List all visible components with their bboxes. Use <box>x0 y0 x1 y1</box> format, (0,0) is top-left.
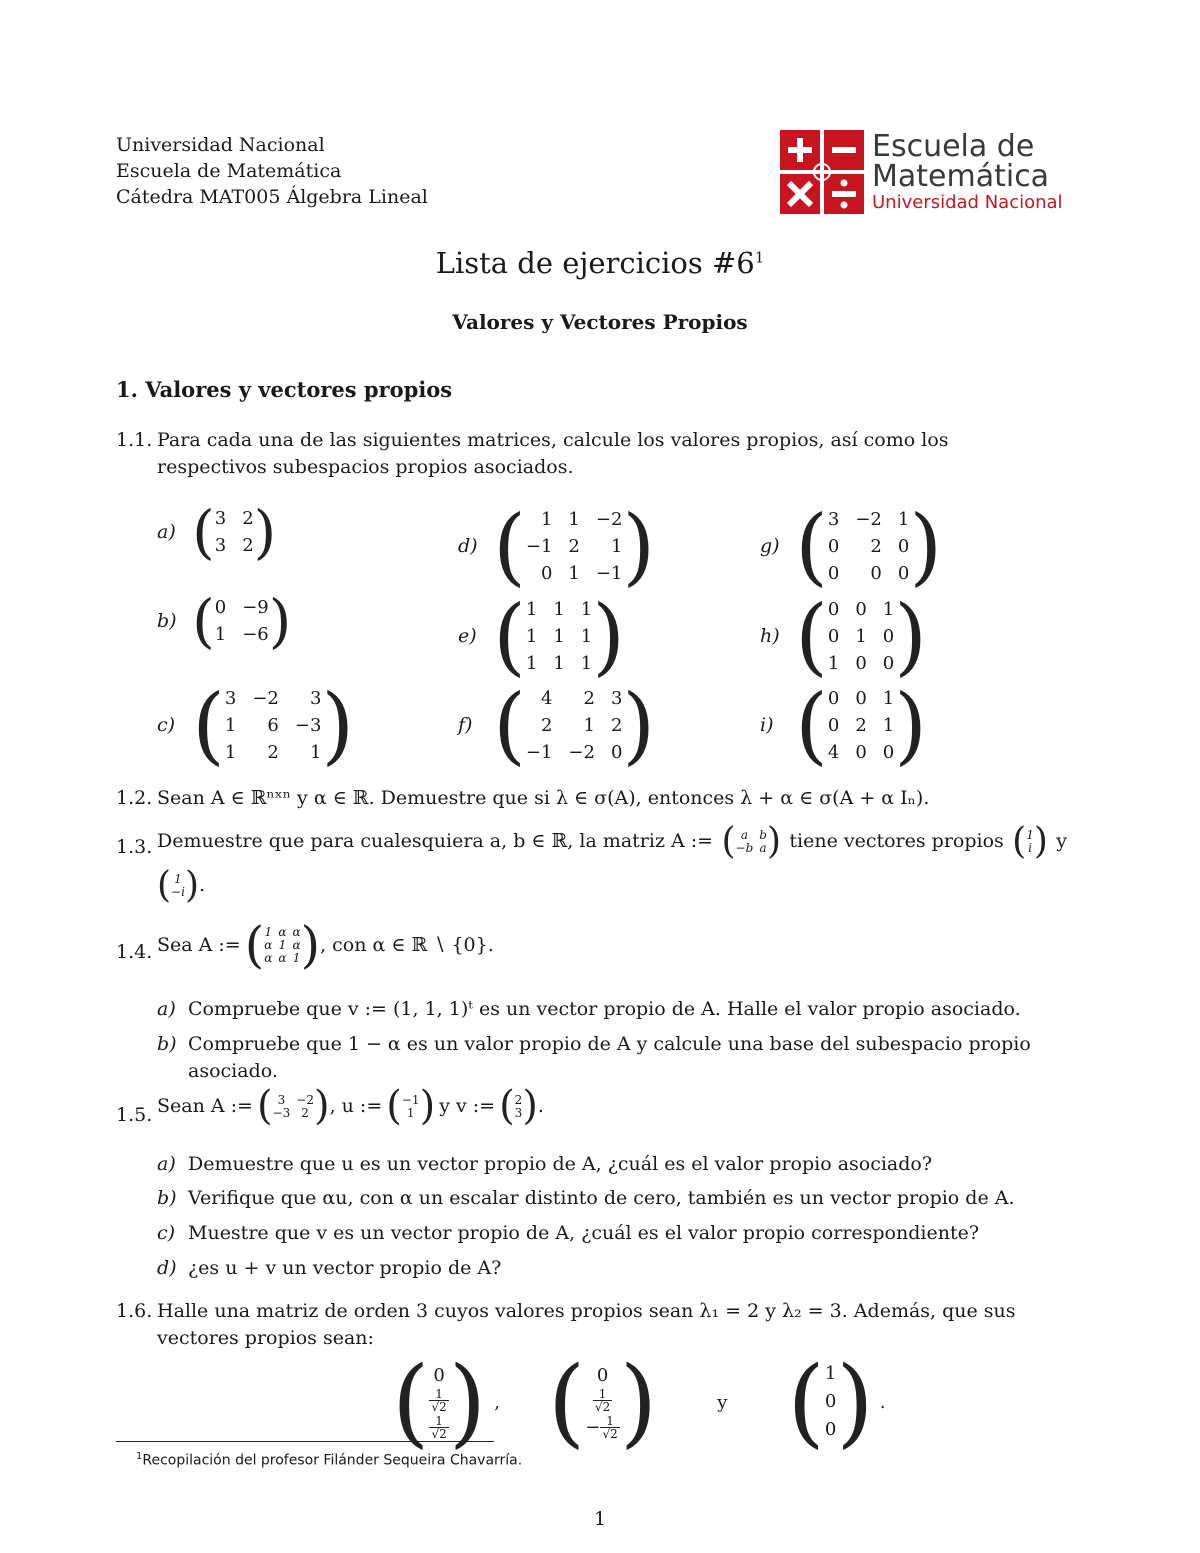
exercise-1-3 <box>0 821 1200 918</box>
matrix-entry: 0 <box>827 687 840 709</box>
fraction-numerator: 1 <box>598 1386 607 1401</box>
matrix-g: g) ( 3 −2 1 0 2 0 0 0 0 ) <box>760 497 943 595</box>
matrix-entry: 2 <box>568 535 580 557</box>
exercise-text: , con α ∈ ℝ ∖ {0}. <box>320 934 494 956</box>
header-school: Escuela de Matemática <box>116 160 342 182</box>
page-subtitle: Valores y Vectores Propios <box>452 310 748 334</box>
matrix-label: d) <box>458 535 478 557</box>
sign: − <box>585 1416 601 1438</box>
title-text: Lista de ejercicios #6 <box>435 246 755 280</box>
matrix-entry: −3 <box>294 714 322 736</box>
part-label: b) <box>157 1187 177 1209</box>
matrix-entry: α <box>278 925 287 939</box>
matrix-entry: 1 <box>264 925 273 939</box>
exercise-number: 1.5. <box>116 1104 153 1126</box>
exercise-number: 1.4. <box>116 941 153 963</box>
matrix-entry: 0 <box>897 562 910 584</box>
matrix-entry: 0 <box>855 741 867 763</box>
matrix-entry: 1 <box>224 714 237 736</box>
matrix-entry: −6 <box>242 624 269 645</box>
matrix-entry: 0 <box>855 598 867 620</box>
matrix-entry: 1 <box>406 1105 415 1120</box>
page-title <box>0 246 1200 280</box>
part-text: ¿es u + v un vector propio de A? <box>188 1257 502 1279</box>
exercise-line: Sean A := ( 3 −2 −3 2 ) , u := ( −1 1 ) y v := ( 2 3 ) . <box>157 1083 544 1129</box>
matrix-entry: 1 <box>553 652 565 674</box>
exercise-text: , u := <box>329 1095 383 1117</box>
vector-entry: 0 <box>596 1364 609 1386</box>
section-heading: 1. Valores y vectores propios <box>116 377 453 402</box>
matrix-entry: 2 <box>870 535 882 557</box>
matrix-entry: 3 <box>309 687 322 709</box>
matrix-entry: 1 <box>827 652 840 674</box>
part-label: a) <box>157 998 176 1020</box>
matrix-entry: −1 <box>595 562 623 584</box>
matrix-grid <box>225 685 322 766</box>
logo-line3: Universidad Nacional <box>872 192 1063 213</box>
matrix-entry: 1 <box>568 508 580 530</box>
matrix-i: i) ( 0 0 1 0 2 1 4 0 0 ) <box>760 676 928 774</box>
fraction-numerator: 1 <box>606 1413 614 1428</box>
matrix-entry: 0 <box>610 741 623 763</box>
matrix-entry: 2 <box>583 687 595 709</box>
matrix-entry: 2 <box>540 714 553 736</box>
footnote-text: Recopilación del profesor Filánder Sequeira Chavarría. <box>142 1452 523 1469</box>
vector-grid <box>1026 829 1034 855</box>
exercise-text: Sea A := <box>157 934 241 956</box>
matrix-entry: 3 <box>827 508 840 530</box>
matrix-entry: 2 <box>267 741 279 763</box>
matrix-entry: 1 <box>224 741 237 763</box>
matrix-entry: a <box>740 827 748 842</box>
matrix-entry: −2 <box>296 1092 314 1107</box>
matrix-entry: −1 <box>525 535 553 557</box>
matrix-entry: 0 <box>882 652 895 674</box>
footnote-mark: 1 <box>136 1451 143 1462</box>
matrix-entry: 1 <box>882 714 895 736</box>
header-course: Cátedra MAT005 Álgebra Lineal <box>116 186 428 208</box>
matrix-label: i) <box>760 714 774 736</box>
institution-header <box>116 132 428 210</box>
matrix-h: h) ( 0 0 1 0 1 0 1 0 0 ) <box>760 587 928 685</box>
matrix-d: d) ( 1 1 −2 −1 2 1 0 1 −1 ) <box>458 497 656 595</box>
matrix-entry: 1 <box>580 598 593 620</box>
conjunction-y: y <box>717 1391 728 1413</box>
matrix-entry: −2 <box>595 508 623 530</box>
vector-entry: 0 <box>824 1391 837 1412</box>
matrix-entry: 1 <box>580 652 593 674</box>
matrix-entry: α <box>264 951 273 965</box>
matrix-entry: −9 <box>242 597 269 618</box>
matrix-entry: 1 <box>525 625 538 647</box>
part-label: c) <box>157 1222 176 1244</box>
matrix-grid <box>273 1094 314 1120</box>
matrix-entry: 2 <box>242 508 254 529</box>
exercise-text: Halle una matriz de orden 3 cuyos valores propios sean λ₁ = 2 y λ₂ = 3. Además, que sus vectores propios sean: <box>157 1300 1016 1349</box>
matrix-entry: 0 <box>827 562 840 584</box>
matrix-entry: 1 <box>610 535 623 557</box>
eigenvector-3: ( 1 0 0 ) <box>787 1346 874 1458</box>
exercise-line: Sea A := ( 1 α α α 1 α α α 1 ) , con α ∈ ℝ ∖ {0}. <box>157 916 494 974</box>
matrix-entry: −1 <box>525 741 553 763</box>
matrix-entry: 0 <box>214 597 227 618</box>
matrix-grid <box>526 596 592 677</box>
matrix-entry: 1 <box>553 625 565 647</box>
matrix-entry: 2 <box>610 714 623 736</box>
matrix-label: e) <box>458 625 477 647</box>
exercise-number: 1.2. <box>116 787 153 809</box>
matrix-entry: α <box>278 951 287 965</box>
page-number: 1 <box>593 1508 607 1530</box>
vector-grid <box>515 1094 523 1120</box>
exercise-number: 1.1. <box>116 429 153 451</box>
matrix-entry: −b <box>735 840 754 855</box>
matrix-label: g) <box>760 535 780 557</box>
title-footnote-mark: 1 <box>754 248 765 267</box>
matrix-entry: 3 <box>214 508 227 529</box>
matrix-entry: 2 <box>242 535 254 556</box>
matrix-grid <box>215 594 269 648</box>
matrix-grid <box>526 506 623 587</box>
footnote <box>136 1451 522 1469</box>
matrix-entry: −2 <box>568 741 595 763</box>
exercise-text: Para cada una de las siguientes matrices, calcule los valores propios, así como los respectivos subespacios propios asociados. <box>157 429 949 478</box>
matrix-entry: 3 <box>214 535 227 556</box>
matrix-grid <box>215 505 254 559</box>
matrix-entry: α <box>292 938 301 952</box>
matrix-entry: −1 <box>401 1092 420 1107</box>
matrix-entry: 0 <box>827 535 840 557</box>
exercise-number: 1.3. <box>116 836 153 858</box>
matrix-entry: 1 <box>583 714 595 736</box>
exercise-text: Demuestre que para cualesquiera a, b ∈ ℝ, la matriz A := <box>157 830 714 852</box>
matrix-entry: 2 <box>301 1105 309 1120</box>
fraction-denominator: √2 <box>594 1399 611 1414</box>
matrix-entry: 1 <box>855 625 867 647</box>
matrix-entry: 0 <box>855 687 867 709</box>
matrix-entry: 0 <box>882 741 895 763</box>
final-period: . <box>879 1391 886 1413</box>
fraction-numerator: 1 <box>435 1386 443 1401</box>
exercise-text: . <box>537 1095 544 1117</box>
exercise-text: y <box>1056 830 1067 852</box>
exercise-text: Sean A := <box>157 1095 253 1117</box>
fraction-denominator: √2 <box>431 1399 447 1414</box>
exercise-line: ( 1 −i ) . <box>157 865 206 906</box>
part-text: Compruebe que v := (1, 1, 1)ᵗ es un vector propio de A. Halle el valor propio asociado. <box>188 998 1021 1020</box>
exercise-line: Demuestre que para cualesquiera a, b ∈ ℝ, la matriz A := ( a b −b a ) tiene vectores propios ( 1 i ) y <box>157 821 1067 862</box>
matrix-entry: 2 <box>855 714 867 736</box>
matrix-entry: 3 <box>277 1092 286 1107</box>
part-text: Verifique que αu, con α un escalar distinto de cero, también es un vector propio de A. <box>188 1187 1015 1209</box>
matrix-entry: 1 <box>568 562 580 584</box>
matrix-grid <box>828 506 909 587</box>
matrix-entry: 1 <box>309 741 322 763</box>
matrix-entry: 0 <box>540 562 553 584</box>
matrix-entry: 1 <box>292 951 301 965</box>
matrix-entry: 1 <box>897 508 910 530</box>
matrix-entry: 1 <box>882 687 895 709</box>
exercise-number: 1.6. <box>116 1300 153 1322</box>
matrix-entry: 4 <box>540 687 553 709</box>
matrix-grid <box>828 596 894 677</box>
matrix-entry: 0 <box>870 562 882 584</box>
exercise-text: . <box>199 874 206 896</box>
matrix-grid <box>828 685 894 766</box>
matrix-entry: 0 <box>827 598 840 620</box>
matrix-entry: −i <box>171 884 185 899</box>
exercise-text: tiene vectores propios <box>789 830 1004 852</box>
exercise-text: Sean A ∈ ℝⁿˣⁿ y α ∈ ℝ. Demuestre que si λ ∈ σ(A), entonces λ + α ∈ σ(A + α Iₙ). <box>157 787 930 809</box>
part-text: Demuestre que u es un vector propio de A, ¿cuál es el valor propio asociado? <box>188 1153 933 1175</box>
matrix-grid <box>264 926 300 965</box>
matrix-entry: −2 <box>855 508 882 530</box>
eigenvector-1: ( 0 $\frac{1}{√2}$ $\frac{1}{√2}$ ) <box>392 1346 487 1458</box>
matrix-entry: 1 <box>525 652 538 674</box>
matrix-entry: 1 <box>1026 827 1034 842</box>
fraction-numerator: 1 <box>435 1413 443 1428</box>
matrix-entry: α <box>292 925 301 939</box>
matrix-entry: 1 <box>214 624 227 645</box>
eigenvector-2: ( 0 $\frac{1}{√2}$ − $\frac{1}{√2}$ ) <box>547 1346 658 1458</box>
matrix-entry: 0 <box>855 652 867 674</box>
matrix-entry: a <box>759 840 767 855</box>
part-label: a) <box>157 1153 176 1175</box>
matrix-grid <box>526 685 623 766</box>
matrix-label: a) <box>157 521 176 543</box>
vector-grid <box>171 873 185 899</box>
matrix-entry: 1 <box>580 625 593 647</box>
matrix-a: a) ( 3 2 3 2 ) <box>157 498 277 566</box>
matrix-grid <box>736 829 767 855</box>
matrix-entry: 0 <box>882 625 895 647</box>
matrix-entry: 0 <box>897 535 910 557</box>
exercise-text: y v := <box>439 1095 496 1117</box>
matrix-entry: 1 <box>278 938 287 952</box>
matrix-entry: 1 <box>540 508 553 530</box>
matrix-entry: 1 <box>882 598 895 620</box>
matrix-entry: 4 <box>827 741 840 763</box>
matrix-label: c) <box>157 714 176 736</box>
matrix-entry: −3 <box>272 1105 291 1120</box>
footnote-rule <box>116 1441 494 1442</box>
matrix-label: h) <box>760 625 780 647</box>
header-university: Universidad Nacional <box>116 134 325 156</box>
matrix-entry: 1 <box>174 871 182 886</box>
fraction-denominator: √2 <box>602 1426 618 1441</box>
matrix-entry: 0 <box>827 714 840 736</box>
matrix-entry: 1 <box>525 598 538 620</box>
matrix-entry: i <box>1028 840 1032 855</box>
matrix-entry: 6 <box>267 714 279 736</box>
matrix-label: f) <box>458 714 473 736</box>
vector-grid <box>402 1094 420 1120</box>
matrix-entry: b <box>759 827 767 842</box>
matrix-e: e) ( 1 1 1 1 1 1 1 1 1 ) <box>458 587 626 685</box>
matrix-label: b) <box>157 610 177 632</box>
matrix-entry: 2 <box>514 1092 523 1107</box>
matrix-entry: 3 <box>224 687 237 709</box>
matrix-f: f) ( 4 2 3 2 1 2 −1 −2 0 ) <box>458 676 656 774</box>
part-label: d) <box>157 1257 177 1279</box>
matrix-c: c) ( 3 −2 3 1 6 −3 1 2 1 ) <box>157 676 355 774</box>
matrix-entry: −2 <box>252 687 279 709</box>
logo-line1: Escuela de <box>872 129 1035 164</box>
matrix-entry: 3 <box>610 687 623 709</box>
matrix-entry: α <box>264 938 273 952</box>
part-text: Compruebe que 1 − α es un valor propio de A y calcule una base del subespacio propio asociado. <box>188 1033 1031 1082</box>
vector-entry: 1 <box>824 1363 837 1384</box>
matrix-b: b) ( 0 −9 1 −6 ) <box>157 587 292 655</box>
vector-entry: 0 <box>433 1364 445 1386</box>
vector-entry: 0 <box>824 1419 837 1440</box>
matrix-entry: 1 <box>553 598 565 620</box>
separator-comma: , <box>494 1391 500 1413</box>
part-label: b) <box>157 1033 177 1055</box>
fraction-denominator: √2 <box>431 1426 447 1441</box>
logo-line2: Matemática <box>872 159 1050 194</box>
school-logo <box>780 128 1070 218</box>
matrix-entry: 0 <box>827 625 840 647</box>
math-symbols-logo-icon <box>780 130 868 214</box>
matrix-entry: 3 <box>514 1105 523 1120</box>
part-text: Muestre que v es un vector propio de A, ¿cuál es el valor propio correspondiente? <box>188 1222 980 1244</box>
